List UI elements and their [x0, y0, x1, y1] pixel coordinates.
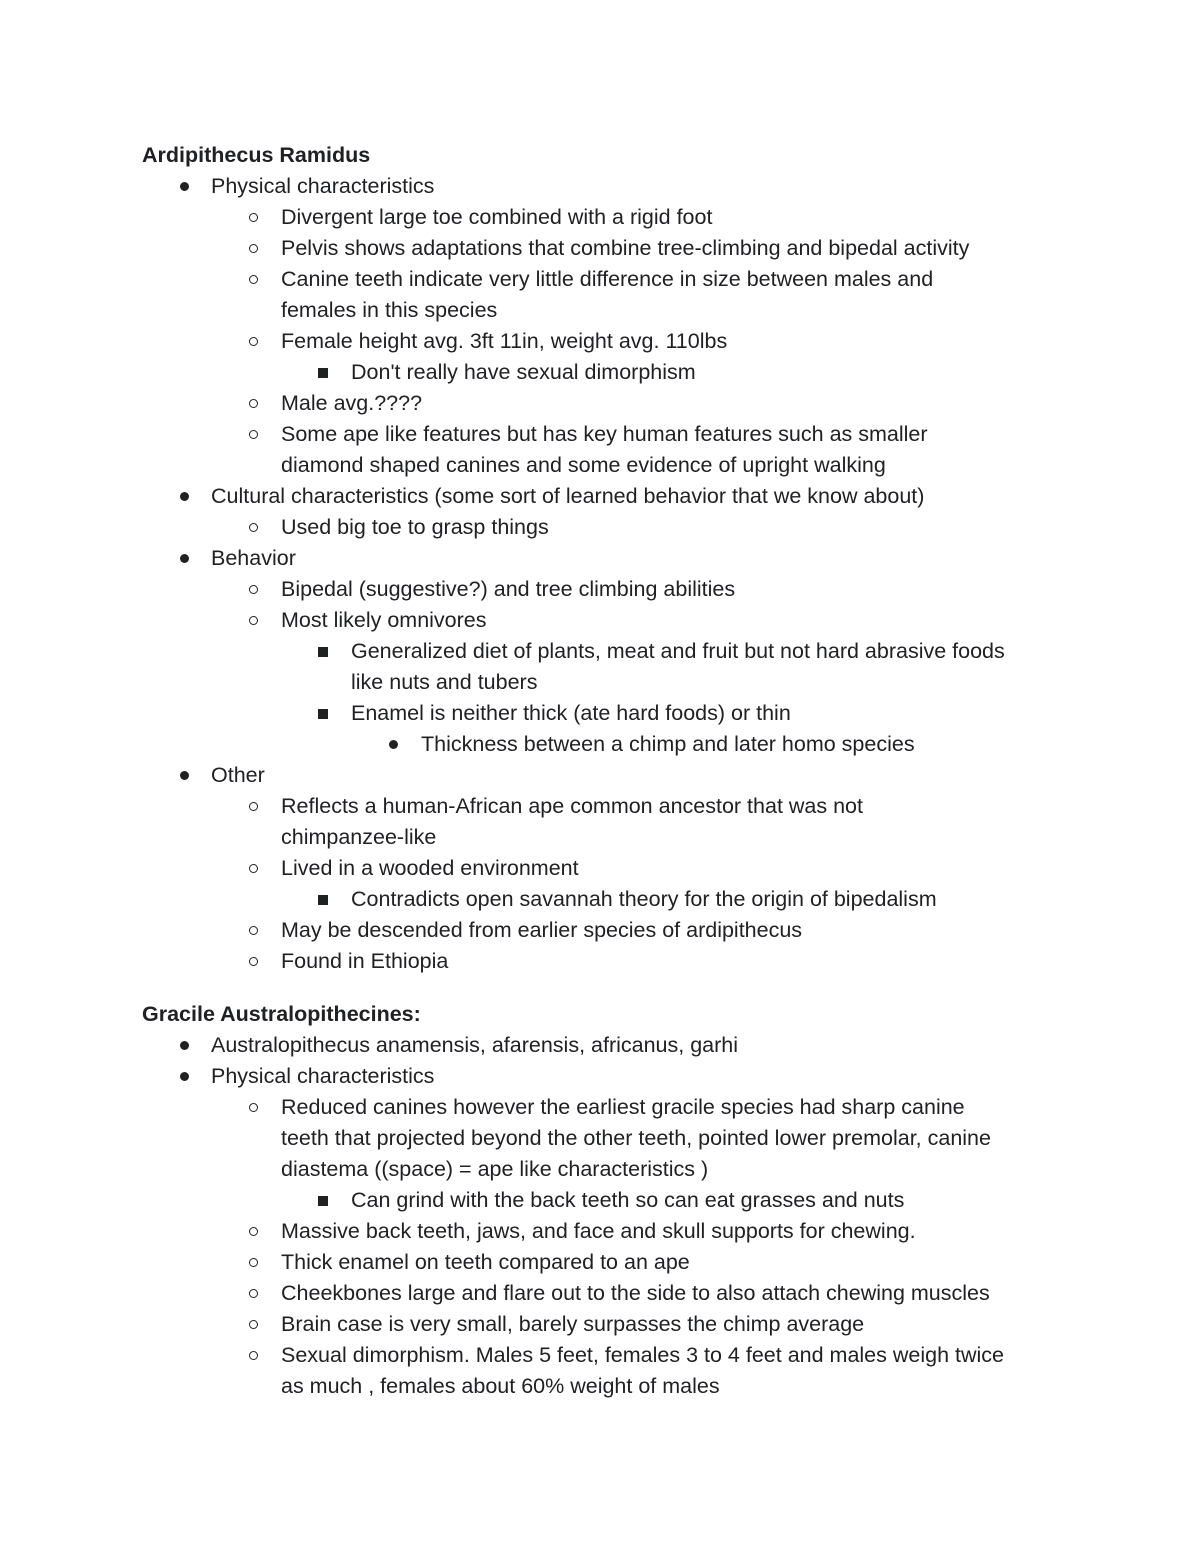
sub-list: [211, 512, 1082, 543]
list-item: [142, 171, 1082, 481]
hollow-circle-bullet-icon: [243, 202, 263, 233]
filled-circle-bullet-icon: [174, 760, 194, 791]
list-item-text: Don't really have sexual dimorphism: [351, 360, 696, 384]
list-item-text: Some ape like features but has key human features such as smaller diamond shaped canines and some evidence of upright walking: [281, 422, 928, 477]
section-ardipithecus: [142, 140, 1082, 977]
hollow-circle-bullet-icon: [243, 605, 263, 636]
hollow-circle-bullet-icon: [243, 574, 263, 605]
list-item-text: Male avg.????: [281, 391, 423, 415]
list-item-text: Canine teeth indicate very little difference in size between males and females in this species: [281, 267, 934, 322]
list-item: [211, 1340, 1082, 1402]
list-item-text: Massive back teeth, jaws, and face and skull supports for chewing.: [281, 1219, 916, 1243]
list-item-text: Found in Ethiopia: [281, 949, 449, 973]
sub-list: [211, 791, 1082, 977]
list-item: [211, 853, 1082, 915]
list-item: [142, 481, 1082, 543]
hollow-circle-bullet-icon: [243, 419, 263, 450]
list-item: [281, 698, 1082, 760]
list-item-text: Lived in a wooded environment: [281, 856, 579, 880]
list-item-text: Physical characteristics: [211, 1064, 435, 1088]
list-item: [142, 1030, 1082, 1061]
list-item: [281, 884, 1082, 915]
list-item: [211, 605, 1082, 760]
list-item-text: Australopithecus anamensis, afarensis, africanus, garhi: [211, 1033, 739, 1057]
list-item-text: Used big toe to grasp things: [281, 515, 549, 539]
bullet-list: [142, 1030, 1082, 1402]
list-item: [211, 1278, 1082, 1309]
section-heading: Gracile Australopithecines:: [142, 1002, 421, 1026]
sub-list: [351, 729, 1082, 760]
hollow-circle-bullet-icon: [243, 1247, 263, 1278]
list-item-text: Thickness between a chimp and later homo species: [421, 732, 915, 756]
list-item: [211, 946, 1082, 977]
list-item-text: Reduced canines however the earliest gracile species had sharp canine teeth that projected beyond the other teeth, pointed lower premolar, canine diastema ((space) = ape like characteristics ): [281, 1095, 991, 1181]
list-item: [211, 915, 1082, 946]
sub-list: [211, 202, 1082, 481]
hollow-circle-bullet-icon: [243, 1092, 263, 1123]
list-item-text: Divergent large toe combined with a rigid foot: [281, 205, 713, 229]
hollow-circle-bullet-icon: [243, 512, 263, 543]
filled-circle-bullet-icon: [174, 1061, 194, 1092]
sub-list: [281, 884, 1082, 915]
hollow-circle-bullet-icon: [243, 853, 263, 884]
list-item: [142, 543, 1082, 760]
list-item-text: Brain case is very small, barely surpasses the chimp average: [281, 1312, 865, 1336]
list-item: [142, 1061, 1082, 1402]
list-item: [281, 636, 1082, 698]
list-item: [211, 233, 1082, 264]
hollow-circle-bullet-icon: [243, 233, 263, 264]
list-item-text: Pelvis shows adaptations that combine tree-climbing and bipedal activity: [281, 236, 970, 260]
hollow-circle-bullet-icon: [243, 326, 263, 357]
section-heading: Ardipithecus Ramidus: [142, 143, 371, 167]
list-item: [211, 264, 1082, 326]
list-item-text: Sexual dimorphism. Males 5 feet, females 3 to 4 feet and males weigh twice as much , females about 60% weight of males: [281, 1343, 1004, 1398]
sub-list: [211, 574, 1082, 760]
list-item-text: Female height avg. 3ft 11in, weight avg. 110lbs: [281, 329, 728, 353]
list-item: [211, 326, 1082, 388]
list-item: [211, 1247, 1082, 1278]
list-item: [142, 760, 1082, 977]
filled-circle-bullet-icon: [174, 481, 194, 512]
sub-list: [211, 1092, 1082, 1402]
list-item-text: Reflects a human-African ape common ancestor that was not chimpanzee-like: [281, 794, 863, 849]
list-item: [281, 357, 1082, 388]
square-bullet-icon: [313, 1185, 333, 1216]
list-item: [211, 202, 1082, 233]
list-item-text: Bipedal (suggestive?) and tree climbing abilities: [281, 577, 736, 601]
hollow-circle-bullet-icon: [243, 1340, 263, 1371]
list-item-text: Cheekbones large and flare out to the side to also attach chewing muscles: [281, 1281, 990, 1305]
sub-list: [281, 357, 1082, 388]
list-item: [211, 512, 1082, 543]
list-item: [281, 1185, 1082, 1216]
list-item: [211, 1092, 1082, 1216]
hollow-circle-bullet-icon: [243, 946, 263, 977]
square-bullet-icon: [313, 357, 333, 388]
section-gracile-australopithecines: [142, 999, 1082, 1402]
list-item-text: Thick enamel on teeth compared to an ape: [281, 1250, 690, 1274]
list-item: [211, 1216, 1082, 1247]
filled-circle-bullet-icon: [174, 1030, 194, 1061]
hollow-circle-bullet-icon: [243, 791, 263, 822]
list-item: [351, 729, 1082, 760]
list-item-text: Behavior: [211, 546, 296, 570]
list-item-text: Can grind with the back teeth so can eat grasses and nuts: [351, 1188, 905, 1212]
filled-circle-bullet-icon: [174, 171, 194, 202]
filled-circle-bullet-icon: [383, 729, 403, 760]
list-item-text: Contradicts open savannah theory for the origin of bipedalism: [351, 887, 937, 911]
list-item-text: Cultural characteristics (some sort of learned behavior that we know about): [211, 484, 925, 508]
list-item: [211, 388, 1082, 419]
square-bullet-icon: [313, 636, 333, 667]
list-item: [211, 791, 1082, 853]
sub-list: [281, 636, 1082, 760]
list-item-text: Physical characteristics: [211, 174, 435, 198]
list-item-text: May be descended from earlier species of ardipithecus: [281, 918, 803, 942]
bullet-list: [142, 171, 1082, 977]
list-item: [211, 1309, 1082, 1340]
filled-circle-bullet-icon: [174, 543, 194, 574]
square-bullet-icon: [313, 698, 333, 729]
hollow-circle-bullet-icon: [243, 915, 263, 946]
list-item-text: Enamel is neither thick (ate hard foods) or thin: [351, 701, 791, 725]
hollow-circle-bullet-icon: [243, 1278, 263, 1309]
list-item-text: Other: [211, 763, 265, 787]
sub-list: [281, 1185, 1082, 1216]
list-item-text: Most likely omnivores: [281, 608, 487, 632]
hollow-circle-bullet-icon: [243, 1309, 263, 1340]
hollow-circle-bullet-icon: [243, 264, 263, 295]
hollow-circle-bullet-icon: [243, 388, 263, 419]
square-bullet-icon: [313, 884, 333, 915]
list-item-text: Generalized diet of plants, meat and fruit but not hard abrasive foods like nuts and tubers: [351, 639, 1005, 694]
list-item: [211, 419, 1082, 481]
hollow-circle-bullet-icon: [243, 1216, 263, 1247]
list-item: [211, 574, 1082, 605]
